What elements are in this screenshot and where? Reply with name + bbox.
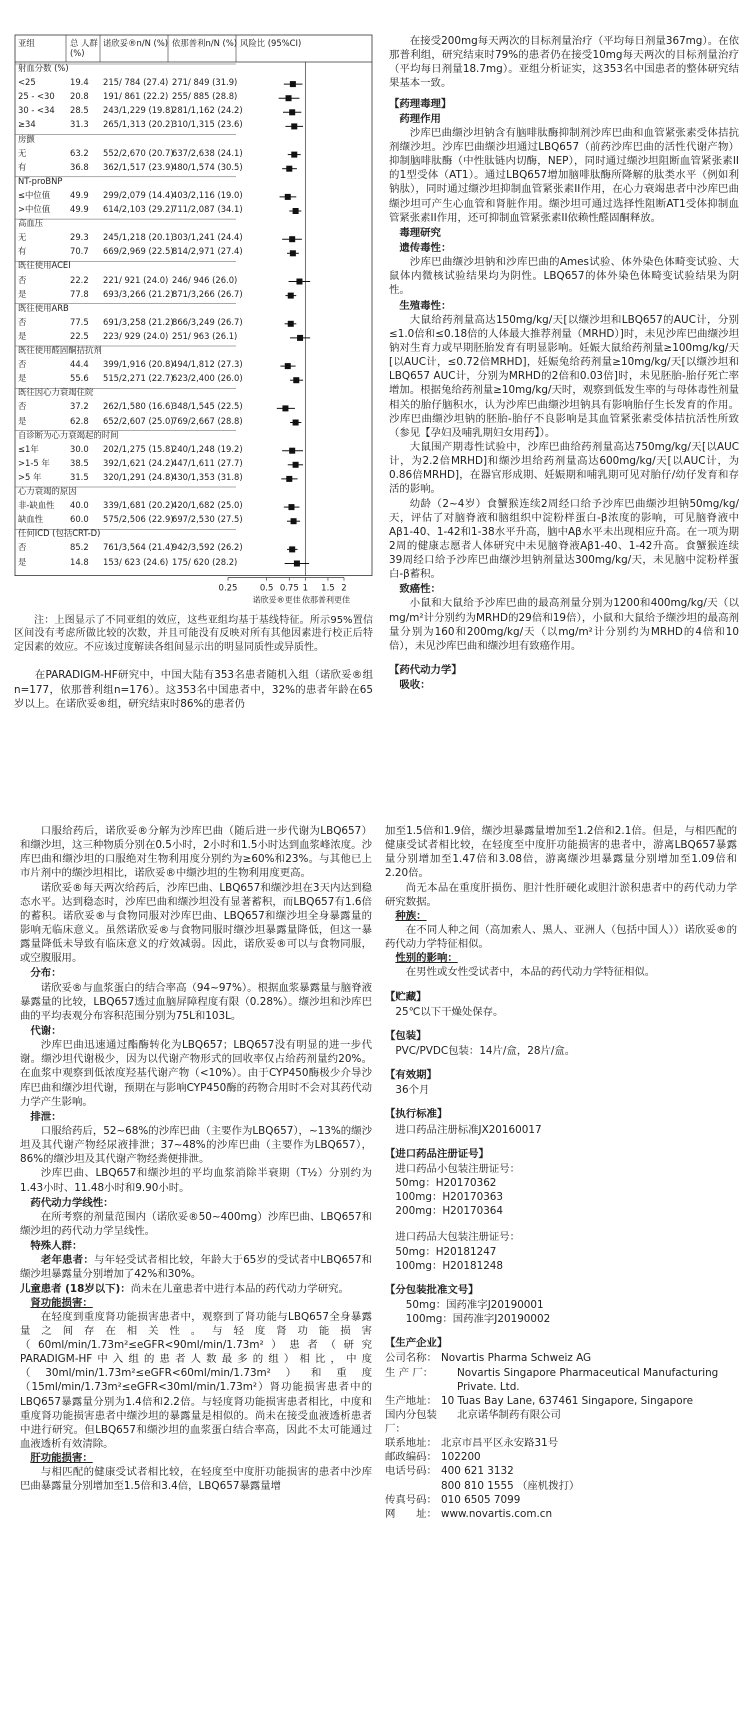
website-link[interactable]: www.novartis.com.cn (441, 1507, 553, 1520)
population-percent: 60.0 (70, 514, 89, 525)
enalapril-events: 420/1,682 (25.0) (172, 500, 243, 511)
subgroup-label: 25 - <30 (18, 91, 55, 102)
subheading-children: 儿童患者 (18岁以下)： (20, 1282, 131, 1295)
subgroup-label: 是 (18, 415, 27, 426)
forest-data-row (14, 332, 373, 343)
section-standard: 【执行标准】 (385, 1108, 448, 1121)
subgroup-label: >中位值 (18, 204, 51, 214)
forest-data-row (14, 558, 373, 569)
population-percent: 19.4 (70, 77, 89, 88)
x-axis-tick-label: 0.5 (259, 583, 274, 594)
enalapril-events: 348/1,545 (22.5) (172, 401, 243, 412)
forest-category-row (14, 529, 373, 540)
subgroup-label: >1-5 年 (18, 457, 50, 468)
population-percent: 36.8 (70, 161, 89, 172)
enalapril-events: 711/2,087 (34.1) (172, 204, 243, 214)
elderly-text: 与年轻受试者相比较，年龄大于65岁的受试者中LBQ657和缬沙坦暴露量分别增加了42%和30%。 (20, 1254, 372, 1281)
subgroup-label: 有 (18, 246, 27, 257)
population-percent: 40.0 (70, 500, 89, 511)
left-column-top (14, 34, 373, 812)
forest-data-row (14, 276, 373, 287)
manufacturer-entry (385, 1464, 737, 1478)
enalapril-events: 637/2,638 (24.1) (172, 147, 243, 158)
subgroup-label: 否 (18, 316, 27, 327)
entry-value: 北京市昌平区永安路31号 (441, 1437, 559, 1450)
forest-data-row (14, 459, 373, 470)
subgroup-label: 是 (18, 373, 27, 384)
forest-data-row (14, 163, 373, 174)
enalapril-events: 310/1,315 (23.6) (172, 119, 243, 130)
manufacturer-list (385, 1351, 737, 1521)
subgroup-label: ≥34 (18, 119, 36, 130)
population-percent: 62.8 (70, 415, 89, 426)
entry-value: 010 6505 7099 (441, 1493, 521, 1506)
population-percent: 29.3 (70, 232, 89, 243)
manufacturer-entry (385, 1450, 737, 1464)
forest-data-row (14, 318, 373, 329)
population-percent: 22.2 (70, 274, 89, 285)
population-percent: 37.2 (70, 401, 89, 412)
category-label: 自诊断为心力衰竭起的时间 (18, 429, 119, 440)
subgroup-label: 无 (18, 232, 27, 243)
forest-data-row (14, 445, 373, 456)
entresto-events: 652/2,607 (25.0) (103, 415, 174, 426)
entry-key: 邮政编码： (385, 1451, 437, 1464)
absorption-text-1: 口服给药后，诺欣妥®分解为沙库巴曲（随后进一步代谢为LBQ657）和缬沙坦，这三种物质分别在0.5小时，2小时和1.5小时达到血浆峰浓度。沙库巴曲和缬沙坦的口服绝对生物利用度分别约为≥60%和23%。与其他已上市片剂中的缬沙坦相比，诺欣妥®中缬沙坦的生物利用度更高。 (20, 825, 372, 880)
entry-value: 102200 (441, 1451, 481, 1464)
forest-data-row (14, 473, 373, 484)
x-axis-tick-label: 1.5 (321, 583, 335, 594)
section-subpackaging: 【分包装批准文号】 (385, 1283, 479, 1296)
forest-data-row (14, 149, 373, 160)
registration-small-50: 50mg：H20170362 (395, 1176, 497, 1189)
subgroup-label: 是 (18, 288, 27, 299)
subgroup-label: 是 (18, 330, 27, 341)
subgroup-label: ≤中位值 (18, 189, 51, 200)
manufacturer-entry (385, 1507, 737, 1521)
population-percent: 55.6 (70, 373, 89, 384)
population-percent: 77.8 (70, 288, 89, 299)
forest-data-row (14, 78, 373, 89)
entry-value: 北京诺华制药有限公司 (457, 1408, 561, 1421)
reproductive-text-1: 大鼠给药剂量高达150mg/kg/天[以缬沙坦和LBQ657的AUC计，分别≤1.0倍和≤0.18倍的人体最大推荐剂量（MRHD）]时，未见沙库巴曲缬沙坦钠对生育力或早期胚胎发育有明显影响。妊娠大鼠给药剂量≥100mg/kg/天[以AUC计，≤0.72倍MRHD]，妊娠兔给药剂量≥10mg/kg/天[以缬沙坦和LBQ657 AUC计，分别为MRHD的2倍和0.03倍]时，未见胚胎-胎仔死亡率增加。根据兔给药剂量≥10mg/kg/天时，观察到低发生率的与母体毒性剂量相关的胎仔脑积水，认为沙库巴曲缬沙坦钠具有影响胎仔生长发育的作用。沙库巴曲缬沙坦钠的胚胎-胎仔不良影响是其血管紧张素受体拮抗活性所致（参见【孕妇及哺乳期妇女用药】）。 (389, 313, 739, 439)
x-axis-tick-label: 0.75 (279, 583, 299, 594)
forest-data-row (14, 374, 373, 385)
entresto-events: 153/ 623 (24.6) (103, 556, 169, 567)
favors-enalapril-label: 依那普利更佳 (302, 595, 351, 605)
subgroup-label: 非-缺血性 (18, 500, 55, 511)
enalapril-events: 251/ 963 (26.1) (172, 330, 238, 341)
subgroup-label: 否 (18, 542, 27, 553)
entry-key: 网 址： (385, 1507, 437, 1520)
carcinogenicity-text: 小鼠和大鼠给予沙库巴曲的最高剂量分别为1200和400mg/kg/天（以mg/m²计分别约为MRHD的29倍和19倍），小鼠和大鼠给予缬沙坦的最高剂量分别为160和200mg/kg/天（以mg/m²计分别约为MRHD的4倍和10倍），未见沙库巴曲和缬沙坦有致癌作用。 (389, 597, 739, 652)
subheading-linearity: 药代动力学线性： (30, 1196, 114, 1209)
forest-data-row (14, 191, 373, 202)
forest-header (14, 39, 373, 61)
population-percent: 31.3 (70, 119, 89, 130)
forest-data-row (14, 233, 373, 244)
manufacturer-entry (385, 1366, 737, 1394)
x-axis-tick-label: 1 (302, 583, 309, 594)
registration-small-100: 100mg：H20170363 (395, 1191, 504, 1204)
manufacturer-entry (385, 1351, 737, 1365)
registration-large-label: 进口药品大包装注册证号： (395, 1231, 521, 1244)
registration-small-200: 200mg：H20170364 (395, 1205, 504, 1218)
enalapril-events: 430/1,353 (31.8) (172, 471, 243, 482)
forest-data-row (14, 515, 373, 526)
enalapril-events: 814/2,971 (27.4) (172, 246, 243, 257)
enalapril-events: 494/1,812 (27.3) (172, 359, 243, 370)
population-percent: 44.4 (70, 359, 89, 370)
entry-value: Novartis Pharma Schweiz AG (441, 1352, 592, 1365)
enalapril-events: 175/ 620 (28.2) (172, 556, 238, 567)
absorption-text-2: 诺欣妥®每天两次给药后，沙库巴曲、LBQ657和缬沙坦在3天内达到稳态水平。达到稳态时，沙库巴曲和缬沙坦没有显著蓄积，而LBQ657有1.6倍的蓄积。诺欣妥®与食物同服对沙库巴曲、LBQ657和缬沙坦全身暴露量的影响无临床意义。虽然诺欣妥®与食物同服时缬沙坦暴露量降低，但这一暴露量降低未导致有临床意义的疗效减弱。因此，诺欣妥®可以与食物同服，或空腹服用。 (20, 881, 372, 965)
forest-category-row (14, 431, 373, 442)
entresto-events: 392/1,621 (24.2) (103, 457, 174, 468)
header-entresto: 诺欣妥®n/N (%) (103, 38, 169, 48)
population-percent: 77.5 (70, 316, 89, 327)
china-subgroup-paragraph: 在PARADIGM-HF研究中，中国大陆有353名患者随机入组（诺欣妥®组n=177，依那普利组n=176）。这353名中国患者中，32%的患者年龄在65岁以上。在诺欣妥®组，研究结束时86%的患者仍 (14, 669, 373, 710)
entresto-events: 515/2,271 (22.7) (103, 373, 174, 384)
hepatic-text-continued: 加至1.5倍和1.9倍，缬沙坦暴露量增加至1.2倍和2.1倍。但是，与相匹配的健康受试者相比较，在轻度至中度肝功能损害的患者中，游离LBQ657暴露量分别增加至1.47倍和3.08倍，游离缬沙坦暴露量分别增加至1.09倍和2.20倍。 (385, 825, 737, 880)
enalapril-events: 403/2,116 (19.0) (172, 189, 243, 200)
enalapril-events: 942/3,592 (26.2) (172, 542, 243, 553)
registration-large-50: 50mg：H20181247 (395, 1245, 497, 1258)
enalapril-events: 623/2,400 (26.0) (172, 373, 243, 384)
forest-note: 注：上图显示了不同亚组的效应，这些亚组均基于基线特征。所示95%置信区间没有考虑所做比较的次数，并且可能没有反映对所有其他因素进行校正后特定因素的效应。不应该过度解读各组间显示出的明显同质性或异质性。 (14, 614, 373, 653)
entresto-events: 221/ 921 (24.0) (103, 274, 169, 285)
header-enalapril: 依那普利n/N (%) (172, 38, 238, 48)
china-subgroup-continued: 在接受200mg每天两次的目标剂量治疗（平均每日剂量367mg）。在依那普利组，研究结束时79%的患者仍在接受10mg每天两次的目标剂量治疗（平均每日剂量18.7mg）。亚组分析证实，这353名中国患者的整体研究结果基本一致。 (389, 35, 739, 90)
forest-category-row (14, 261, 373, 272)
subgroup-label: 30 - <34 (18, 105, 55, 116)
subheading-carcinogenicity: 致癌性： (399, 583, 441, 596)
category-label: 心力衰竭的原因 (18, 486, 77, 496)
population-percent: 49.9 (70, 204, 89, 214)
entresto-events: 215/ 784 (27.4) (103, 77, 169, 88)
enalapril-events: 281/1,162 (24.2) (172, 105, 243, 116)
category-label: 高血压 (18, 218, 44, 229)
forest-data-row (14, 402, 373, 413)
subheading-reproductive: 生殖毒性： (399, 299, 452, 312)
subgroup-label: 有 (18, 161, 27, 172)
enalapril-events: 271/ 849 (31.9) (172, 77, 238, 88)
reproductive-text-3: 幼龄（2~4岁）食蟹猴连续2周经口给予沙库巴曲缬沙坦钠50mg/kg/天，评估了对脑脊液和脑组织中淀粉样蛋白-β浓度的影响，可见脑脊液中Aβ1-40、1-42和1-38水平升高，脑中Aβ水平未出现相应升高。在一项为期2周的健康志愿者人体研究中未见脑脊液Aβ1-40、1-42升高。食蟹猴连续39周经口给予沙库巴曲缬沙坦钠剂量达300mg/kg/天，未见脑中淀粉样蛋白-β蓄积。 (389, 497, 739, 581)
right-column-bottom (385, 824, 737, 1729)
manufacturer-entry (385, 1493, 737, 1507)
population-percent: 14.8 (70, 556, 89, 567)
genotoxicity-text: 沙库巴曲缬沙坦钠和沙库巴曲的Ames试验、体外染色体畸变试验、大鼠体内微核试验结果均为阴性。LBQ657的体外染色体畸变试验结果为阴性。 (389, 256, 739, 297)
race-text: 在不同人种之间（高加索人、黑人、亚洲人（包括中国人））诺欣妥®的药代动力学特征相似。 (385, 923, 737, 951)
forest-data-row (14, 120, 373, 131)
section-package: 【包装】 (385, 1029, 427, 1042)
forest-category-row (14, 177, 373, 188)
manufacturer-entry (385, 1479, 737, 1493)
enalapril-events: 871/3,266 (26.7) (172, 288, 243, 299)
subgroup-label: 缺血性 (18, 514, 44, 525)
registration-small-label: 进口药品小包装注册证号： (395, 1162, 521, 1175)
subheading-renal: 肾功能损害： (30, 1296, 93, 1309)
category-label: 既往因心力衰竭住院 (18, 387, 94, 398)
subgroup-label: ≤1年 (18, 443, 39, 454)
validity-text: 36个月 (395, 1084, 430, 1097)
entry-key: 传真号码： (385, 1493, 437, 1506)
enalapril-events: 697/2,530 (27.5) (172, 514, 243, 525)
section-registration: 【进口药品注册证号】 (385, 1147, 489, 1160)
subheading-genotoxicity: 遗传毒性： (399, 241, 452, 254)
subheading-action: 药理作用 (399, 112, 441, 125)
entresto-events: 262/1,580 (16.6) (103, 401, 174, 412)
population-percent: 70.7 (70, 246, 89, 257)
manufacturer-entry (385, 1394, 737, 1408)
forest-category-row (14, 346, 373, 357)
entresto-events: 223/ 929 (24.0) (103, 330, 169, 341)
storage-text: 25℃以下干燥处保存。 (395, 1005, 504, 1018)
header-hr: 风险比 (95%CI) (240, 38, 302, 48)
category-label: 房颤 (18, 133, 35, 144)
population-percent: 28.5 (70, 105, 89, 116)
subheading-metabolism: 代谢： (30, 1024, 62, 1037)
subpackaging-100: 100mg：国药准字J20190002 (405, 1313, 551, 1326)
enalapril-events: 866/3,249 (26.7) (172, 316, 243, 327)
forest-category-row (14, 304, 373, 315)
entry-value: Novartis Singapore Pharmaceutical Manufacturing Private. Ltd. (457, 1366, 719, 1393)
children-text: 尚未在儿童患者中进行本品的药代动力学研究。 (130, 1282, 349, 1295)
population-percent: 20.8 (70, 91, 89, 102)
population-percent: 85.2 (70, 542, 89, 553)
forest-data-row (14, 247, 373, 258)
subgroup-label: 否 (18, 359, 27, 370)
entry-key: 联系地址： (385, 1437, 437, 1450)
enalapril-events: 480/1,574 (30.5) (172, 161, 243, 172)
entry-key: 生 产 厂： (385, 1366, 434, 1379)
forest-category-row (14, 388, 373, 399)
enalapril-events: 246/ 946 (26.0) (172, 274, 238, 285)
subgroup-label: >5 年 (18, 471, 42, 482)
subheading-hepatic: 肝功能损害： (30, 1452, 93, 1465)
subheading-toxicology: 毒理研究 (399, 226, 441, 239)
enalapril-events: 303/1,241 (24.4) (172, 232, 243, 243)
reproductive-text-2: 大鼠围产期毒性试验中，沙库巴曲给药剂量高达750mg/kg/天[以AUC计，为2.2倍MRHD]和缬沙坦给药剂量高达600mg/kg/天[以AUC计，为0.86倍MRHD]，在器官形成期、妊娠期和哺乳期可见对胎仔/幼仔发育和存活的影响。 (389, 440, 739, 496)
population-percent: 31.5 (70, 471, 89, 482)
entresto-events: 761/3,564 (21.4) (103, 542, 174, 553)
excretion-text-1: 口服给药后，52~68%的沙库巴曲（主要作为LBQ657），~13%的缬沙坦及其代谢产物经尿液排泄；37~48%的沙库巴曲（主要作为LBQ657），86%的缬沙坦及其代谢产物经粪便排泄。 (20, 1124, 372, 1166)
population-percent: 22.5 (70, 330, 89, 341)
forest-category-row (14, 64, 373, 75)
category-label: NT-proBNP (18, 175, 63, 186)
entresto-events: 320/1,291 (24.8) (103, 471, 174, 482)
registration-large-100: 100mg：H20181248 (395, 1259, 504, 1272)
population-percent: 63.2 (70, 147, 89, 158)
category-label: 既往使用醛固酮拮抗剂 (18, 345, 102, 355)
entry-key: 公司名称： (385, 1352, 437, 1365)
manufacturer-entry (385, 1408, 737, 1436)
entry-key: 电话号码： (385, 1465, 437, 1478)
entresto-events: 399/1,916 (20.8) (103, 359, 174, 370)
entresto-events: 245/1,218 (20.1) (103, 232, 174, 243)
subgroup-label: 否 (18, 274, 27, 285)
header-percent: 总 人群(%) (70, 38, 98, 58)
entry-key: 生产地址： (385, 1394, 437, 1407)
metabolism-text: 沙库巴曲迅速通过酯酶转化为LBQ657；LBQ657没有明显的进一步代谢。缬沙坦代谢极少，因为以代谢产物形式的回收率仅占给药剂量约20%。在血浆中观察到低浓度羟基代谢产物（<10%）。由于CYP450酶极少介导沙库巴曲和缬沙坦代谢，预期在与影响CYP450酶的药物合用时不会对其药代动力学产生影响。 (20, 1039, 372, 1108)
entresto-events: 202/1,275 (15.8) (103, 443, 174, 454)
enalapril-events: 447/1,611 (27.7) (172, 457, 243, 468)
forest-data-row (14, 205, 373, 216)
entresto-events: 691/3,258 (21.2) (103, 316, 174, 327)
subgroup-label: 是 (18, 556, 27, 567)
favors-entresto-label: 诺欣妥®更佳 (252, 595, 301, 605)
subheading-sex: 性别的影响： (395, 952, 458, 965)
excretion-text-2: 沙库巴曲、LBQ657和缬沙坦的平均血浆消除半衰期（T½）分别约为1.43小时、11.48小时和9.90小时。 (20, 1167, 372, 1194)
enalapril-events: 769/2,667 (28.8) (172, 415, 243, 426)
section-manufacturer: 【生产企业】 (385, 1337, 448, 1350)
subheading-elderly: 老年患者： (40, 1254, 95, 1267)
forest-data-row (14, 501, 373, 512)
population-percent: 38.5 (70, 457, 89, 468)
forest-data-row (14, 106, 373, 117)
population-percent: 30.0 (70, 443, 89, 454)
left-column-bottom (20, 824, 372, 1729)
hepatic-text: 与相匹配的健康受试者相比较，在轻度至中度肝功能损害的患者中沙库巴曲暴露量分别增加至1.5倍和3.4倍，LBQ657暴露量增 (20, 1466, 372, 1493)
entresto-events: 243/1,229 (19.8) (103, 105, 174, 116)
entresto-events: 693/3,266 (21.2) (103, 288, 174, 299)
forest-category-row (14, 219, 373, 230)
entry-value: 10 Tuas Bay Lane, 637461 Singapore, Singapore (441, 1394, 694, 1407)
subheading-excretion: 排泄： (30, 1110, 62, 1123)
action-text: 沙库巴曲缬沙坦钠含有脑啡肽酶抑制剂沙库巴曲和血管紧张素受体拮抗剂缬沙坦。沙库巴曲缬沙坦通过LBQ657（前药沙库巴曲的活性代谢产物）抑制脑啡肽酶（中性肽链内切酶，NEP），同时通过缬沙坦阻断血管紧张素II的1型受体（AT1）。通过LBQ657增加脑啡肽酶所降解的肽类水平（例如利钠肽），同时通过缬沙坦抑制血管紧张素II作用，在心力衰竭患者中沙库巴曲缬沙坦可产生心血管和肾脏作用。缬沙坦可通过选择性阻断AT1受体抑制血管紧张素II作用，还可抑制血管紧张素II依赖性醛固酮释放。 (389, 126, 739, 224)
header-group: 亚组 (18, 38, 35, 48)
x-axis-tick-label: 0.25 (218, 583, 238, 594)
section-pharmacology: 【药理毒理】 (389, 97, 452, 110)
entresto-events: 575/2,506 (22.9) (103, 514, 174, 525)
subgroup-label: 无 (18, 147, 27, 158)
forest-category-row (14, 135, 373, 146)
population-percent: 49.9 (70, 189, 89, 200)
forest-plot (14, 34, 373, 610)
entresto-events: 191/ 861 (22.2) (103, 91, 169, 102)
section-validity: 【有效期】 (385, 1069, 437, 1082)
entry-key: 国内分包装厂： (385, 1408, 437, 1436)
forest-category-row (14, 487, 373, 498)
category-label: 既往使用ARB (18, 302, 69, 313)
entresto-events: 299/2,079 (14.4) (103, 189, 174, 200)
subheading-absorption: 吸收： (399, 679, 431, 692)
entry-value: 800 810 1555 （座机拨打） (441, 1479, 580, 1492)
renal-text: 在轻度到重度肾功能损害患者中，观察到了肾功能与LBQ657全身暴露量之间存在相关性。与轻度肾功能损害（60ml/min/1.73m²≤eGFR<90ml/min/1.73m²）患者（研究PARADIGM-HF中入组的患者人数最多的组）相比，中度（30ml/min/1.73m²≤eGFR<60ml/min/1.73m²）和重度（15ml/min/1.73m²≤eGFR<30ml/min/1.73m²）肾功能损害患者中的LBQ657暴露量分别为1.4倍和2.2倍。与轻度肾功能损害患者相比，中度和重度肾功能损害患者中缬沙坦的暴露量是相似的。尚未在接受血液透析患者中进行研究。但LBQ657和缬沙坦的血浆蛋白结合率高，因此不太可能通过血液透析有效清除。 (20, 1310, 372, 1451)
category-label: 任何ICD (包括CRT-D) (18, 528, 101, 539)
enalapril-events: 240/1,248 (19.2) (172, 443, 243, 454)
subheading-race: 种族： (395, 909, 427, 922)
forest-data-row (14, 92, 373, 103)
entry-key (385, 1479, 441, 1493)
linearity-text: 在所考察的剂量范围内（诺欣妥®50~400mg）沙库巴曲、LBQ657和缬沙坦的药代动力学呈线性。 (20, 1210, 372, 1237)
x-axis-tick-label: 2 (341, 583, 347, 594)
section-storage: 【贮藏】 (385, 990, 427, 1003)
enalapril-events: 255/ 885 (28.8) (172, 91, 238, 102)
entresto-events: 339/1,681 (20.2) (103, 500, 174, 511)
forest-data-row (14, 417, 373, 428)
entry-value: 400 621 3132 (441, 1465, 514, 1478)
entresto-events: 265/1,313 (20.2) (103, 119, 174, 130)
severe-hepatic-text: 尚无本品在重度肝损伤、胆汁性肝硬化或胆汁淤积患者中的药代动力学研究数据。 (385, 881, 737, 908)
entresto-events: 669/2,969 (22.5) (103, 246, 174, 257)
subheading-special-populations: 特殊人群： (30, 1240, 83, 1253)
subgroup-label: 否 (18, 401, 27, 412)
entresto-events: 614/2,103 (29.2) (103, 204, 174, 214)
sex-text: 在男性或女性受试者中，本品的药代动力学特征相似。 (405, 966, 656, 979)
right-column-top (389, 34, 739, 812)
forest-data-row (14, 290, 373, 301)
standard-text: 进口药品注册标准JX20160017 (395, 1123, 542, 1136)
category-label: 射血分数 (%) (18, 63, 69, 73)
entresto-events: 552/2,670 (20.7) (103, 147, 174, 158)
manufacturer-entry (385, 1436, 737, 1450)
section-pharmacokinetics: 【药代动力学】 (389, 664, 462, 677)
subheading-distribution: 分布： (30, 967, 62, 980)
package-text: PVC/PVDC包装：14片/盒，28片/盒。 (395, 1044, 576, 1057)
entresto-events: 362/1,517 (23.9) (103, 161, 174, 172)
subpackaging-50: 50mg：国药准字J20190001 (405, 1298, 544, 1311)
distribution-text: 诺欣妥®与血浆蛋白的结合率高（94~97%）。根据血浆暴露量与脑脊液暴露量的比较，LBQ657透过血脑屏障程度有限（0.28%）。缬沙坦和沙库巴曲的平均表观分布容积范围分别为75L和103L。 (20, 981, 372, 1022)
subgroup-label: <25 (18, 77, 36, 88)
forest-data-row (14, 543, 373, 554)
forest-data-row (14, 360, 373, 371)
category-label: 既往使用ACEI (18, 260, 71, 271)
